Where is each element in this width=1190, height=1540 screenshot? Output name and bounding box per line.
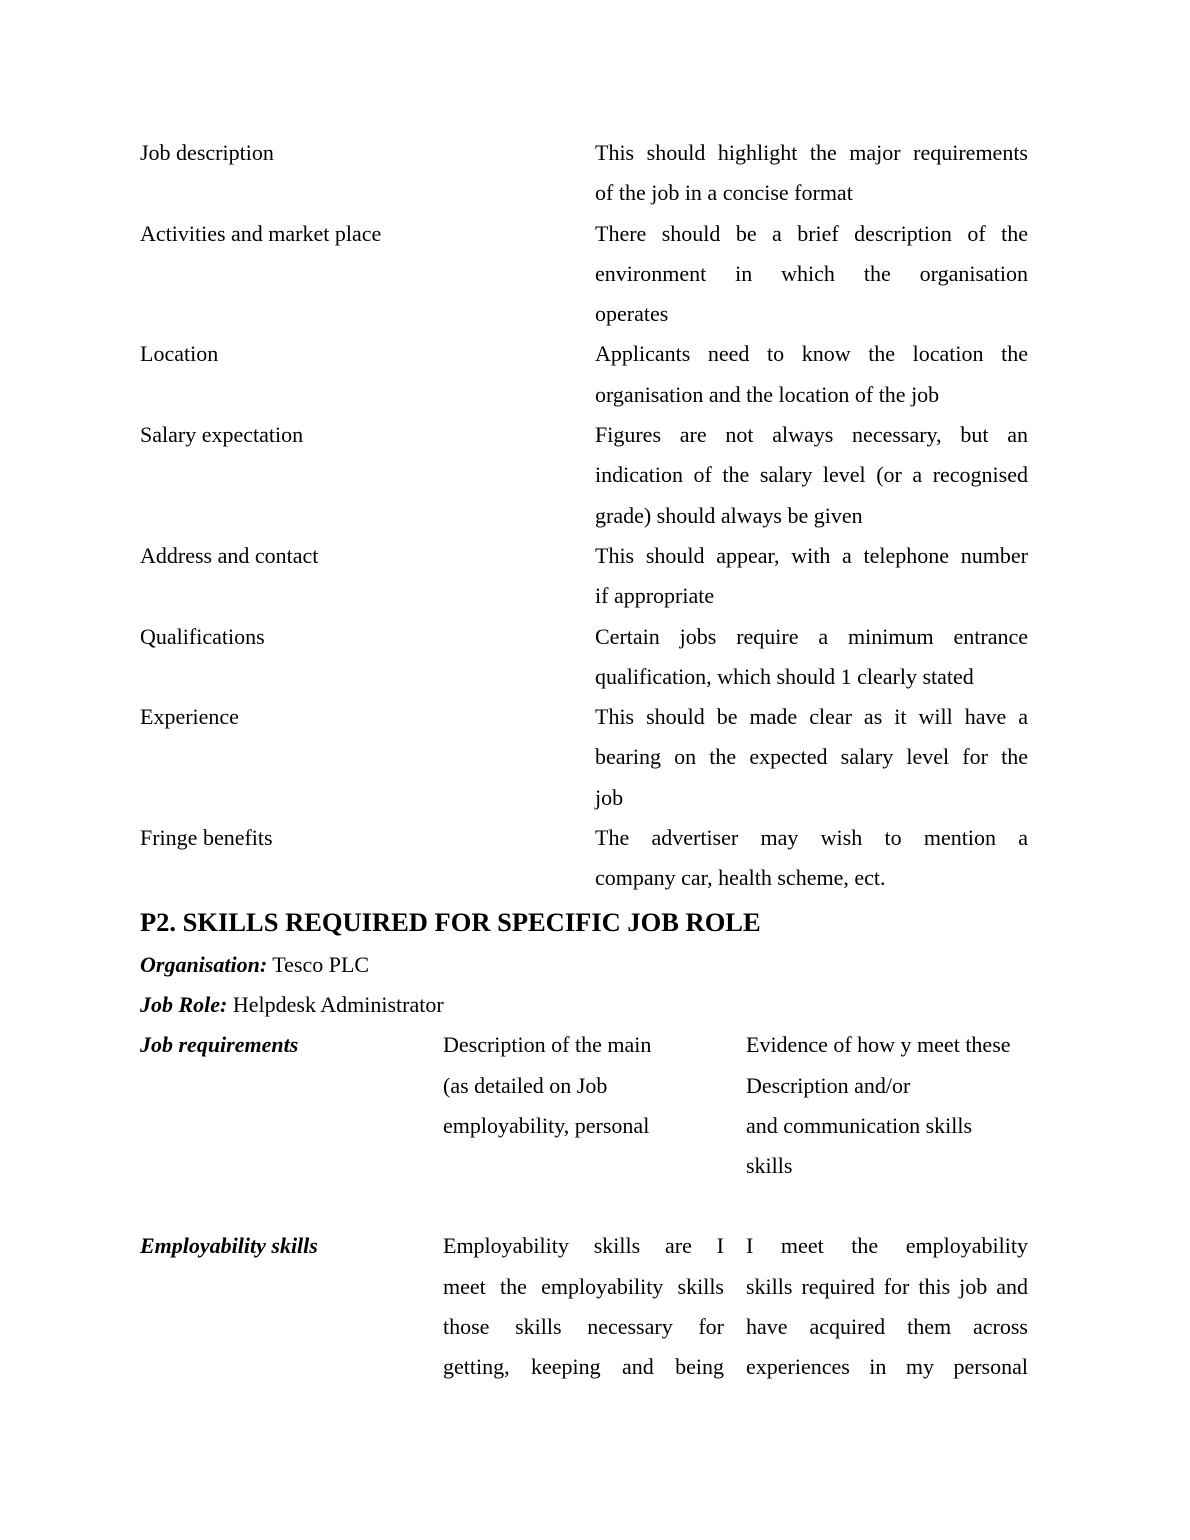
skills-table (140, 1025, 1028, 1387)
text-line: The advertiser may wish to mention a (595, 825, 1028, 851)
text-line: Evidence of how y meet these (746, 1032, 1011, 1058)
employability-evidence (746, 1226, 1028, 1387)
text-line: This should appear, with a telephone number (595, 542, 1028, 568)
table-row (140, 536, 1028, 617)
row-description (595, 818, 1028, 899)
table-row (140, 133, 1028, 214)
row-label: Activities and market place (140, 220, 382, 246)
text-line: skills required for this job and (746, 1273, 1028, 1299)
row-description (595, 334, 1028, 415)
text-line: Description and/or (746, 1072, 911, 1098)
text-line: experiences in my personal (746, 1354, 1028, 1380)
header-job-requirements: Job requirements (140, 1032, 299, 1058)
text-line: This should be made clear as it will have a (595, 704, 1028, 730)
section-heading: P2. SKILLS REQUIRED FOR SPECIFIC JOB ROLE (140, 906, 761, 937)
row-label: Experience (140, 704, 239, 730)
header-description (443, 1025, 724, 1186)
employability-description (443, 1226, 724, 1387)
job-advert-table (140, 133, 1028, 899)
text-line: skills (746, 1153, 793, 1179)
text-line: of the job in a concise format (595, 180, 853, 206)
row-description (595, 214, 1028, 335)
row-description (595, 133, 1028, 214)
text-line: those skills necessary for (443, 1314, 724, 1340)
table-row (140, 818, 1028, 899)
text-line: Applicants need to know the location the (595, 341, 1028, 367)
row-label: Address and contact (140, 542, 319, 568)
row-label: Job description (140, 140, 274, 165)
text-line: There should be a brief description of the (595, 220, 1028, 246)
text-line: meet the employability skills (443, 1273, 724, 1299)
text-line: company car, health scheme, ect. (595, 865, 886, 891)
row-description (595, 617, 1028, 698)
row-label: Qualifications (140, 623, 265, 649)
text-line: job (595, 784, 624, 810)
table-row (140, 697, 1028, 818)
job-role-label: Job Role: (140, 991, 228, 1017)
text-line: organisation and the location of the job (595, 381, 940, 407)
document-page (140, 133, 1028, 1388)
job-role-line (140, 985, 1028, 1025)
text-line: getting, keeping and being (443, 1354, 724, 1380)
table-header-row (140, 1025, 1028, 1186)
text-line: This should highlight the major requirements (595, 140, 1028, 165)
employability-skills-label: Employability skills (140, 1233, 318, 1259)
row-description (595, 697, 1028, 818)
table-row (140, 617, 1028, 698)
table-row (140, 415, 1028, 536)
row-label: Salary expectation (140, 422, 304, 448)
text-line: Certain jobs require a minimum entrance (595, 623, 1028, 649)
text-line: have acquired them across (746, 1314, 1028, 1340)
text-line: environment in which the organisation (595, 260, 1028, 286)
row-description (595, 536, 1028, 617)
row-label: Location (140, 341, 219, 367)
text-line: if appropriate (595, 583, 715, 609)
table-row (140, 214, 1028, 335)
text-line: and communication skills (746, 1112, 973, 1138)
text-line: Description of the main (443, 1032, 652, 1058)
organisation-label: Organisation: (140, 951, 268, 977)
text-line: operates (595, 301, 669, 327)
organisation-line (140, 945, 1028, 985)
row-label: Fringe benefits (140, 825, 273, 851)
text-line: (as detailed on Job (443, 1072, 608, 1098)
table-row (140, 334, 1028, 415)
text-line: grade) should always be given (595, 502, 863, 528)
text-line: employability, personal (443, 1112, 650, 1138)
text-line: indication of the salary level (or a recognised (595, 462, 1028, 488)
table-row (140, 1226, 1028, 1387)
text-line: Figures are not always necessary, but an (595, 422, 1028, 448)
row-description (595, 415, 1028, 536)
text-line: I meet the employability (746, 1233, 1028, 1259)
header-evidence (746, 1025, 1028, 1186)
job-role-value: Helpdesk Administrator (227, 991, 444, 1017)
text-line: bearing on the expected salary level for the (595, 744, 1028, 770)
text-line: qualification, which should 1 clearly stated (595, 663, 974, 689)
organisation-value: Tesco PLC (267, 951, 370, 977)
text-line: Employability skills are I (443, 1233, 724, 1259)
